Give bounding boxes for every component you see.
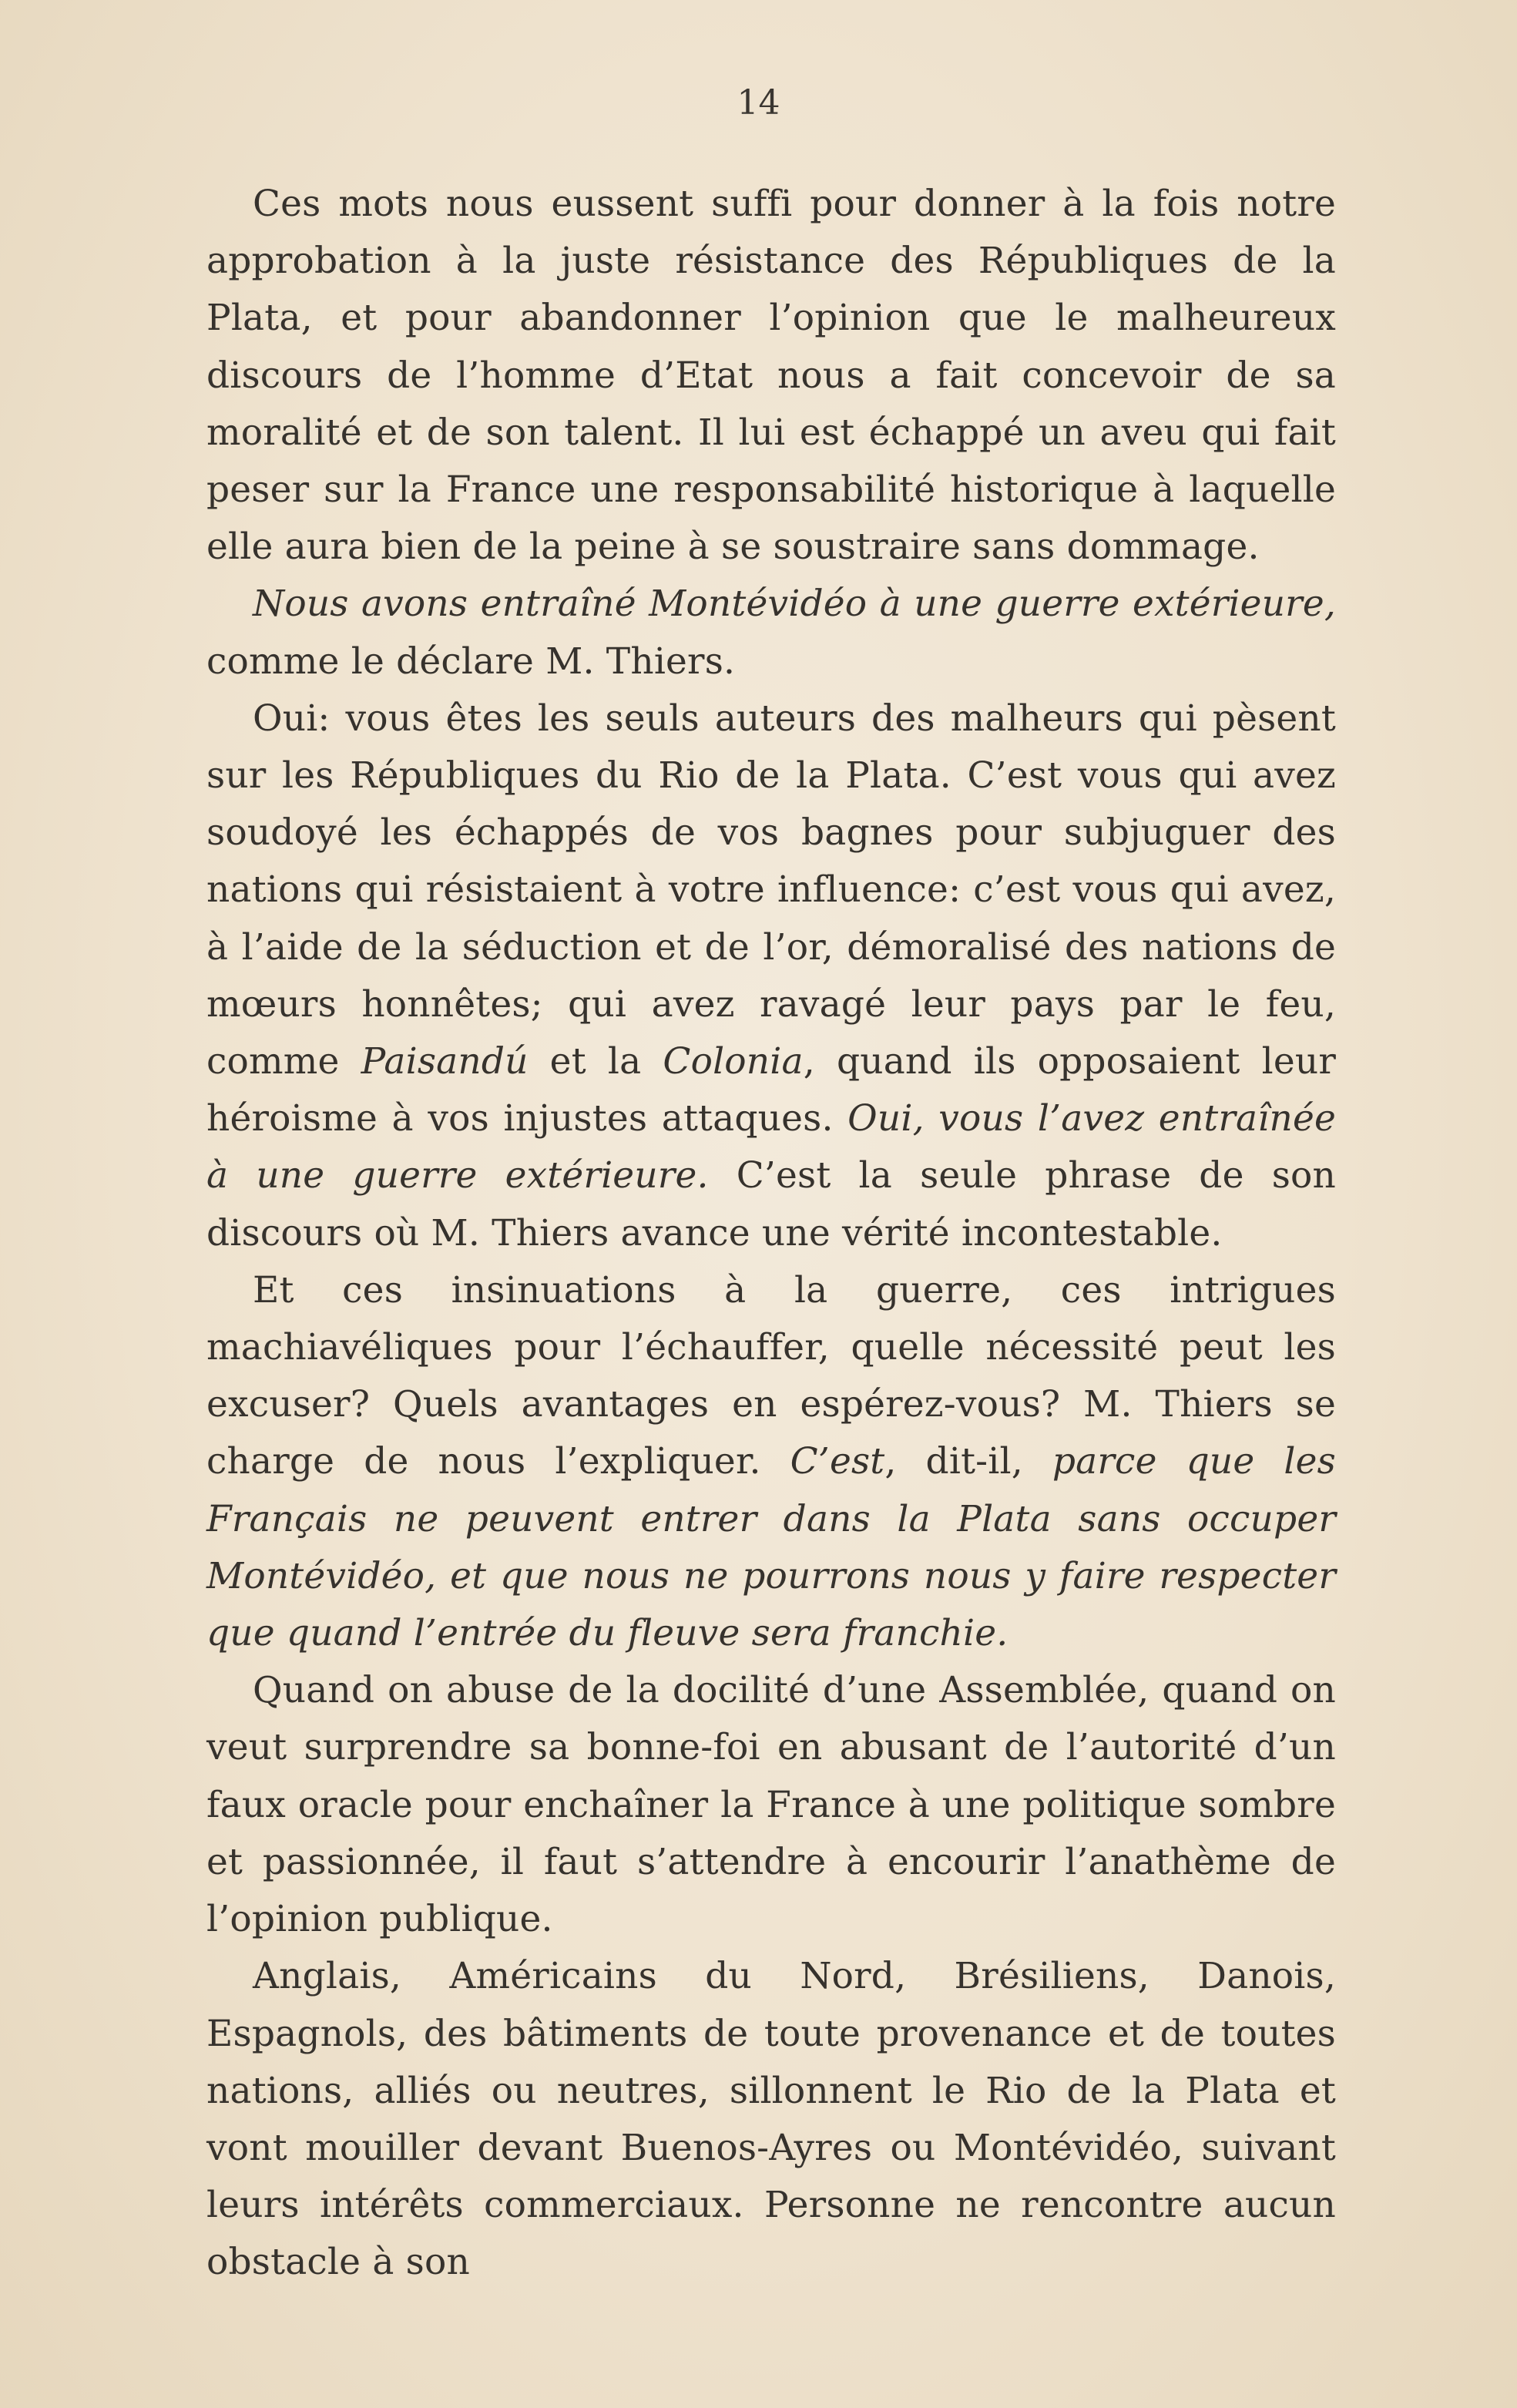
italic-text-segment: parce que les Français ne peuvent entrer dans la Plata sans occuper Montévidéo, et que nous ne pourrons nous y faire respecter que quand l’entrée du fleuve sera franchie. bbox=[206, 1440, 1336, 1655]
italic-text-segment: Oui, vous l’avez entraînée à une guerre extérieure. bbox=[206, 1097, 1336, 1197]
text-segment: Oui: vous êtes les seuls auteurs des malheurs qui pèsent sur les Républiques du Rio de la Plata. C’est vous qui avez soudoyé les échappés de vos bagnes pour subjuguer des nations qui résistaient à votre influence: c’est vous qui avez, à l’aide de la séduction et de l’or, démoralisé des nations de mœurs honnêtes; qui avez ravagé leur pays par le feu, comme bbox=[206, 697, 1336, 1083]
paragraph bbox=[206, 176, 1336, 576]
text-segment: Et ces insinuations à la guerre, ces intrigues machiavéliques pour l’échauffer, quelle nécessité peut les excuser? Quels avantages en espérez-vous? M. Thiers se charge de nous l’expliquer. bbox=[206, 1268, 1336, 1483]
italic-text-segment: C’est bbox=[790, 1440, 885, 1483]
text-segment: Quand on abuse de la docilité d’une Assemblée, quand on veut surprendre sa bonne-foi en abusant de l’autorité d’un faux oracle pour enchaîner la France à une politique sombre et passionnée, il faut s’attendre à encourir l’anathème de l’opinion publique. bbox=[206, 1669, 1336, 1941]
text-segment: comme le déclare M. Thiers. bbox=[206, 640, 736, 683]
page-number: 14 bbox=[737, 83, 780, 123]
italic-text-segment: Colonia bbox=[663, 1040, 804, 1083]
text-segment: Anglais, Américains du Nord, Brésiliens, Danois, Espagnols, des bâtiments de toute provenance et de toutes nations, alliés ou neutres, sillonnent le Rio de la Plata et vont mouiller devant Buenos-Ayres ou Montévidéo, suivant leurs intérêts commerciaux. Personne ne rencontre aucun obstacle à son bbox=[206, 1955, 1336, 2284]
body-text bbox=[206, 176, 1336, 2292]
text-segment: C’est la seule phrase de son discours où M. Thiers avance une vérité incontestable. bbox=[206, 1154, 1336, 1254]
italic-text-segment: Paisandú bbox=[361, 1040, 529, 1083]
text-segment: et la bbox=[528, 1040, 663, 1083]
text-segment: Ces mots nous eussent suffi pour donner à la fois notre approbation à la juste résistance des Républiques de la Plata, et pour abandonner l’opinion que le malheureux discours de l’homme d’Etat nous a fait concevoir de sa moralité et de son talent. Il lui est échappé un aveu qui fait peser sur la France une responsabilité historique à laquelle elle aura bien de la peine à se soustraire sans dommage. bbox=[206, 183, 1336, 569]
text-segment: , dit-il, bbox=[884, 1440, 1052, 1483]
text-segment: , quand ils opposaient leur héroisme à vos injustes attaques. bbox=[206, 1040, 1336, 1140]
paragraph bbox=[206, 690, 1336, 1262]
paragraph bbox=[206, 1948, 1336, 2291]
paragraph bbox=[206, 576, 1336, 690]
paragraph bbox=[206, 1262, 1336, 1662]
paragraph bbox=[206, 1662, 1336, 1948]
italic-text-segment: Nous avons entraîné Montévidéo à une guerre extérieure, bbox=[253, 583, 1336, 626]
